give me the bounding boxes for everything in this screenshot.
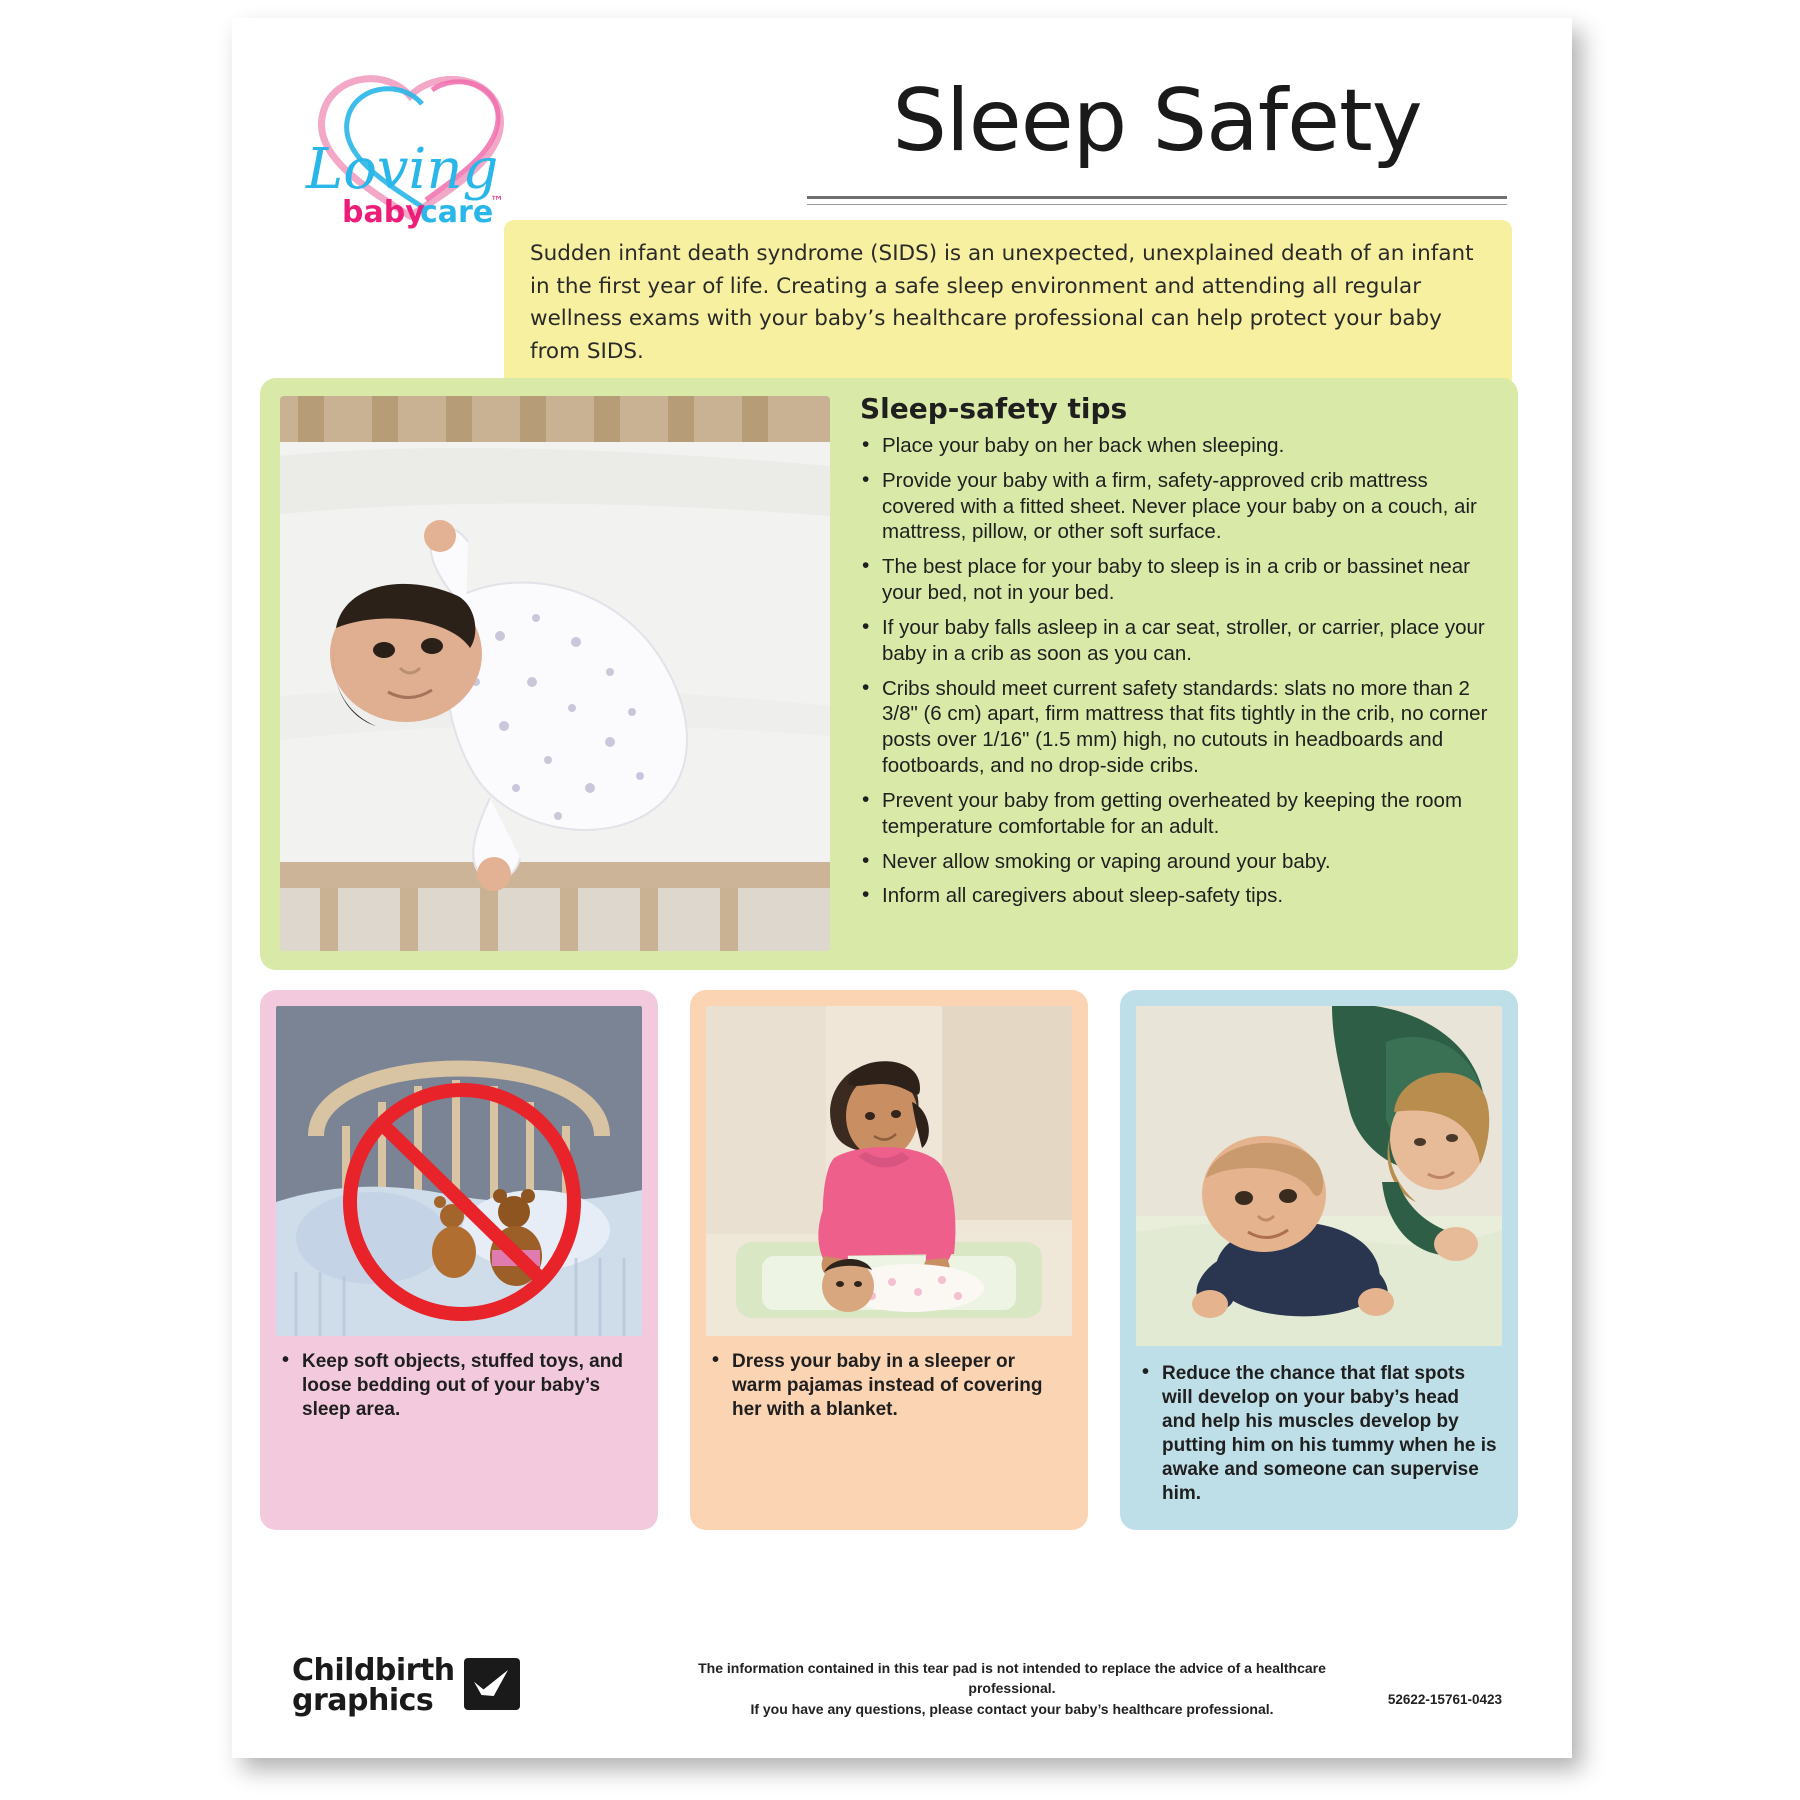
tips-list-item: • Provide your baby with a firm, safety-approved crib mattress covered with a fitted sheet. Never place your baby on a couch, air mattress, pillow, or other soft surface.	[860, 468, 1500, 545]
item-code: 52622-15761-0423	[1387, 1692, 1502, 1707]
tips-heading: Sleep-safety tips	[860, 392, 1128, 425]
tips-content	[860, 392, 1500, 918]
card-photo-graphic-1	[276, 1006, 642, 1336]
footer	[232, 1640, 1572, 1730]
crib-photo-graphic	[280, 396, 830, 951]
disclaimer-line2: If you have any questions, please contact your baby’s healthcare professional.	[750, 1700, 1274, 1717]
logo-graphic	[292, 70, 562, 235]
baby-tummy-time-with-parent-photo	[1136, 1006, 1502, 1346]
tips-list-item: • Place your baby on her back when sleeping.	[860, 433, 1500, 459]
loving-baby-care-logo	[292, 70, 562, 235]
card-dress-baby	[690, 990, 1088, 1530]
mother-dressing-baby-photo	[706, 1006, 1072, 1336]
baby-in-crib-photo	[280, 396, 830, 951]
childbirth-graphics-logo	[292, 1654, 552, 1716]
disclaimer	[662, 1658, 1362, 1719]
svg-text:baby: baby	[342, 195, 425, 230]
tips-list-item: • Never allow smoking or vaping around your baby.	[860, 849, 1500, 875]
publisher-line1: Childbirth	[292, 1653, 455, 1688]
tips-list-item: • If your baby falls asleep in a car seat, stroller, or carrier, place your baby in a crib as soon as you can.	[860, 615, 1500, 667]
sids-callout	[504, 220, 1512, 389]
tips-list-item: • The best place for your baby to sleep is in a crib or bassinet near your bed, not in your bed.	[860, 554, 1500, 606]
tips-list-item: • Cribs should meet current safety standards: slats no more than 2 3/8" (6 cm) apart, firm mattress that fits tightly in the crib, no corner posts over 1/16" (1.5 mm) high, no cutouts in headboards and footboards, and no drop-side cribs.	[860, 676, 1500, 779]
svg-text:™: ™	[490, 194, 504, 210]
card-soft-objects	[260, 990, 658, 1530]
card-tummy-time	[1120, 990, 1518, 1530]
svg-text:Loving: Loving	[306, 137, 499, 202]
disclaimer-line1: The information contained in this tear pad is not intended to replace the advice of a healthcare professional.	[698, 1660, 1326, 1697]
sids-callout-text: Sudden infant death syndrome (SIDS) is an unexpected, unexplained death of an infant in the first year of life. Creating a safe sleep environment and attending all regular wellness exams with your baby’s healthcare professional can help protect your baby from SIDS.	[530, 241, 1474, 365]
page-title: Sleep Safety	[892, 71, 1422, 171]
card-photo-graphic-3	[1136, 1006, 1502, 1346]
tips-list-item: • Inform all caregivers about sleep-safety tips.	[860, 883, 1500, 909]
flyer-sheet	[232, 18, 1572, 1758]
header	[232, 18, 1572, 248]
svg-text:care: care	[420, 195, 494, 230]
title-rule-secondary	[807, 204, 1507, 205]
tips-card-row	[260, 990, 1518, 1530]
childbirth-graphics-wordmark	[292, 1653, 455, 1718]
card-caption: • Keep soft objects, stuffed toys, and loose bedding out of your baby’s sleep area.	[282, 1350, 638, 1422]
publisher-line2: graphics	[292, 1683, 434, 1718]
tips-list	[860, 433, 1500, 909]
card-photo-graphic-2	[706, 1006, 1072, 1336]
title-rule	[807, 196, 1507, 199]
card-caption: • Dress your baby in a sleeper or warm pajamas instead of covering her with a blanket.	[712, 1350, 1068, 1422]
sleep-safety-tips-panel	[260, 378, 1518, 970]
crib-with-stuffed-toys-prohibited-photo	[276, 1006, 642, 1336]
card-caption: • Reduce the chance that flat spots will develop on your baby’s head and help his muscles develop by putting him on his tummy when he is awake and someone can supervise him.	[1142, 1362, 1498, 1506]
tips-list-item: • Prevent your baby from getting overheated by keeping the room temperature comfortable for an adult.	[860, 788, 1500, 840]
checkmark-icon	[464, 1658, 520, 1710]
